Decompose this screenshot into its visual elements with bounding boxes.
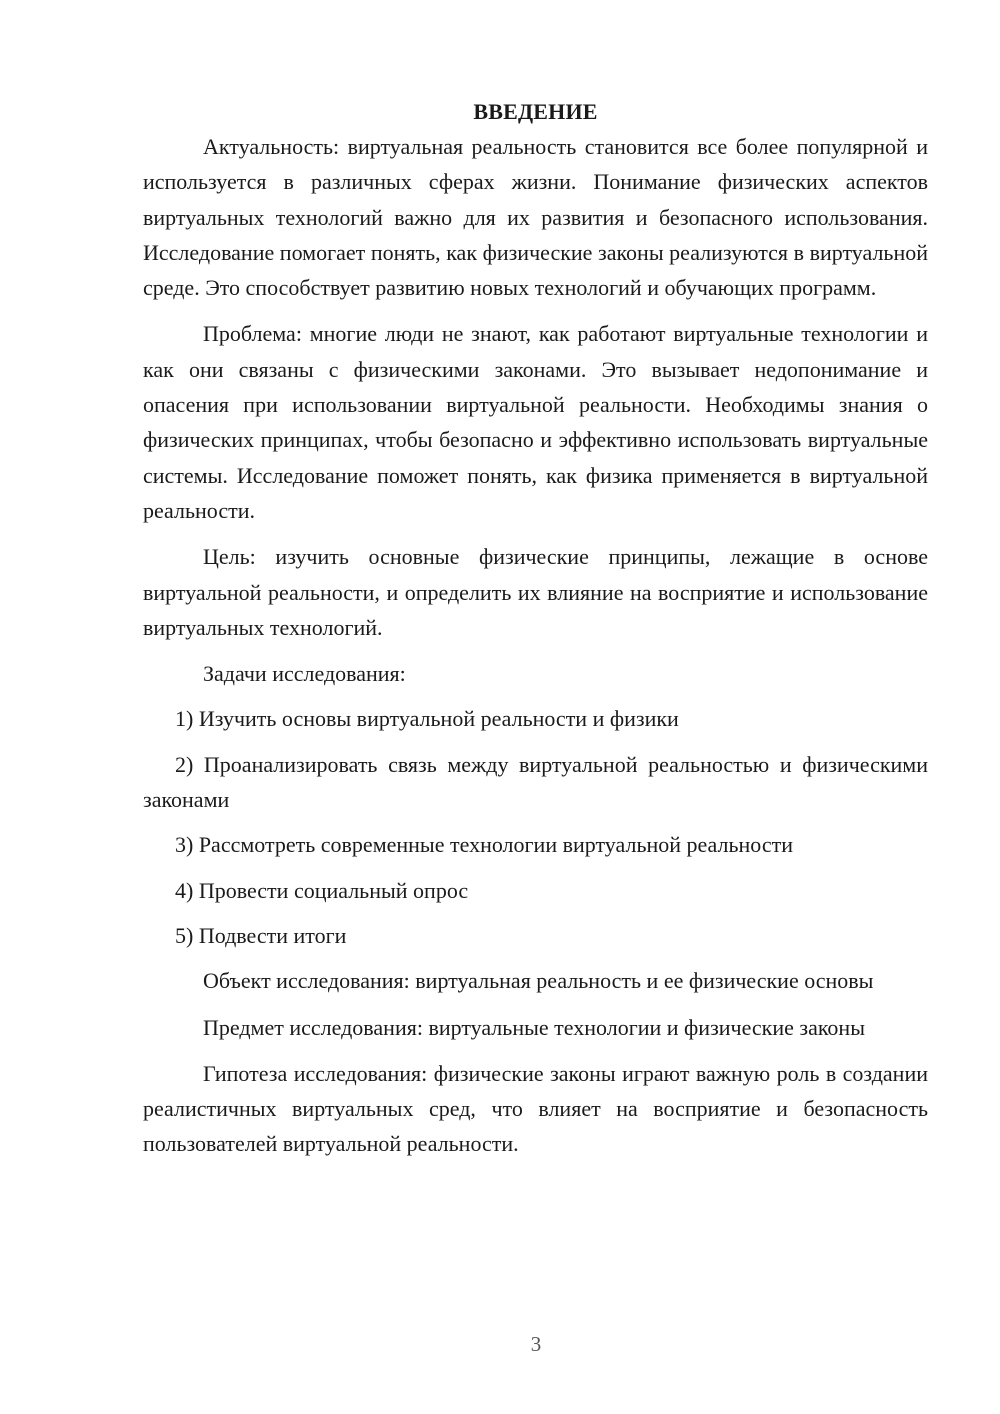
page-title: ВВЕДЕНИЕ [473, 99, 598, 124]
tasks-list [143, 701, 928, 953]
relevance-paragraph: Актуальность: виртуальная реальность становится все более популярной и используется в различных сферах жизни. Понимание физических аспектов виртуальных технологий важно для их развития и безопасного использования. Исследование помогает понять, как физические законы реализуются в виртуальной среде. Это способствует развитию новых технологий и обучающих программ. [143, 134, 928, 301]
hypothesis-paragraph: Гипотеза исследования: физические законы играют важную роль в создании реалистичных виртуальных сред, что влияет на восприятие и безопасность пользователей виртуальной реальности. [143, 1060, 928, 1157]
document-page [143, 94, 928, 1162]
problem-paragraph: Проблема: многие люди не знают, как работают виртуальные технологии и как они связаны с физическими законами. Это вызывает недопонимание и опасения при использовании виртуальной реальности. Необходимы знания о физических принципах, чтобы безопасно и эффективно использовать виртуальные системы. Исследование поможет понять, как физика применяется в виртуальной реальности. [143, 321, 928, 523]
subject-paragraph: Предмет исследования: виртуальные технологии и физические законы [203, 1014, 865, 1040]
task-item: 5) Подвести итоги [175, 922, 347, 948]
task-item: 3) Рассмотреть современные технологии виртуальной реальности [175, 832, 793, 858]
tasks-heading: Задачи исследования: [203, 661, 406, 687]
task-item: 2) Проанализировать связь между виртуальной реальностью и физическими законами [143, 751, 928, 813]
page-number: 3 [530, 1332, 542, 1356]
task-item: 4) Провести социальный опрос [175, 877, 469, 903]
task-item: 1) Изучить основы виртуальной реальности и физики [175, 706, 679, 732]
object-paragraph: Объект исследования: виртуальная реальность и ее физические основы [203, 968, 874, 994]
goal-paragraph: Цель: изучить основные физические принципы, лежащие в основе виртуальной реальности, и определить их влияние на восприятие и использование виртуальных технологий. [143, 544, 928, 640]
